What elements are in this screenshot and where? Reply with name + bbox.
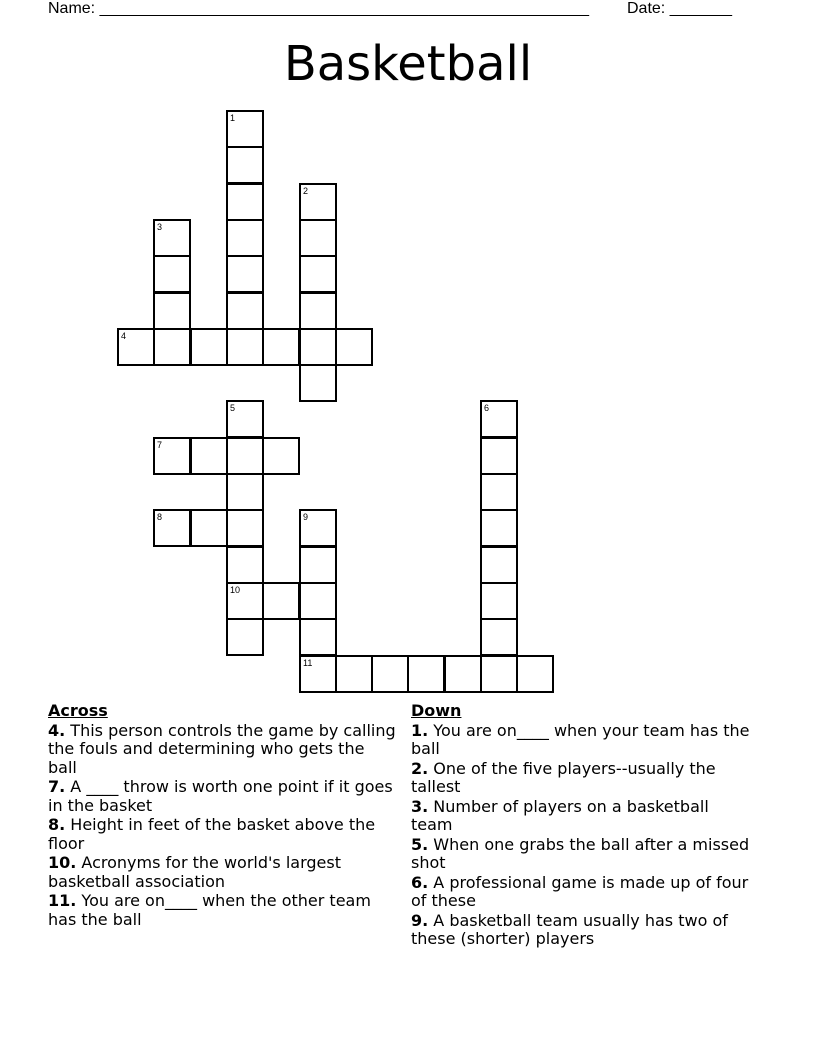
clue-number: 3 [157, 222, 163, 232]
crossword-cell[interactable] [480, 509, 518, 547]
crossword-cell[interactable] [299, 618, 337, 656]
clue-text: Height in feet of the basket above the floor [48, 815, 376, 853]
crossword-cell[interactable] [480, 655, 518, 693]
crossword-cell[interactable] [226, 509, 264, 547]
crossword-cell[interactable] [299, 328, 337, 366]
clue-text: You are on____ when the other team has the ball [48, 891, 371, 929]
clue-number: 9. [411, 910, 429, 930]
clue-number: 2 [303, 186, 309, 196]
crossword-cell[interactable] [480, 437, 518, 475]
clue-number: 1. [411, 720, 429, 740]
crossword-cell[interactable] [153, 328, 191, 366]
crossword-cell[interactable] [153, 255, 191, 293]
crossword-cell[interactable] [226, 546, 264, 584]
clue-number: 6 [484, 403, 490, 413]
across-clue [48, 854, 398, 891]
down-heading: Down [411, 701, 462, 720]
crossword-cell[interactable] [444, 655, 482, 693]
crossword-cell[interactable] [480, 473, 518, 511]
crossword-cell[interactable] [407, 655, 445, 693]
clue-number: 5 [230, 403, 236, 413]
crossword-cell[interactable] [262, 582, 300, 620]
crossword-cell[interactable] [153, 292, 191, 330]
crossword-cell[interactable] [262, 437, 300, 475]
clue-text: This person controls the game by calling the fouls and determining who gets the ball [48, 720, 396, 777]
crossword-cell[interactable] [153, 437, 191, 475]
clue-text: Acronyms for the world's largest basketball association [48, 853, 341, 891]
down-clue [411, 836, 751, 873]
date-field[interactable]: Date: _______ [627, 0, 732, 17]
clue-text: You are on____ when your team has the ball [411, 720, 750, 758]
crossword-cell[interactable] [226, 618, 264, 656]
crossword-cell[interactable] [117, 328, 155, 366]
clue-number: 7. [48, 777, 66, 796]
crossword-cell[interactable] [299, 183, 337, 221]
across-heading: Across [48, 701, 108, 720]
crossword-cell[interactable] [190, 328, 228, 366]
clue-number: 2. [411, 758, 429, 778]
across-clue [48, 892, 398, 929]
crossword-cell[interactable] [335, 328, 373, 366]
clue-number: 8. [48, 815, 66, 834]
clue-number: 4 [121, 331, 127, 341]
crossword-cell[interactable] [190, 509, 228, 547]
crossword-cell[interactable] [226, 328, 264, 366]
clue-number: 3. [411, 796, 429, 816]
clue-text: A basketball team usually has two of these (shorter) players [411, 910, 728, 948]
crossword-cell[interactable] [480, 582, 518, 620]
crossword-cell[interactable] [226, 183, 264, 221]
crossword-cell[interactable] [262, 328, 300, 366]
clue-number: 10 [230, 585, 241, 595]
crossword-cell[interactable] [226, 110, 264, 148]
crossword-cell[interactable] [480, 400, 518, 438]
crossword-cell[interactable] [299, 546, 337, 584]
crossword-cell[interactable] [299, 509, 337, 547]
crossword-cell[interactable] [299, 655, 337, 693]
crossword-cell[interactable] [516, 655, 554, 693]
crossword-cell[interactable] [226, 400, 264, 438]
across-clue [48, 778, 398, 815]
crossword-cell[interactable] [226, 582, 264, 620]
crossword-cell[interactable] [153, 219, 191, 257]
clue-number: 1 [230, 113, 236, 123]
clue-number: 7 [157, 440, 163, 450]
crossword-cell[interactable] [226, 437, 264, 475]
crossword-cell[interactable] [190, 437, 228, 475]
down-clue [411, 722, 751, 759]
crossword-cell[interactable] [226, 255, 264, 293]
crossword-cell[interactable] [480, 546, 518, 584]
clue-text: When one grabs the ball after a missed shot [411, 834, 750, 872]
down-clues [411, 702, 751, 950]
crossword-cell[interactable] [299, 582, 337, 620]
down-clue [411, 798, 751, 835]
clue-number: 6. [411, 872, 429, 892]
name-field[interactable]: Name: _______________________________________________________ [48, 0, 589, 17]
across-clues [48, 702, 398, 930]
crossword-cell[interactable] [371, 655, 409, 693]
crossword-cell[interactable] [226, 292, 264, 330]
crossword-cell[interactable] [299, 219, 337, 257]
clue-text: A ____ throw is worth one point if it goes in the basket [48, 777, 393, 815]
clue-text: One of the five players--usually the tallest [411, 758, 716, 796]
clue-text: Number of players on a basketball team [411, 796, 709, 834]
crossword-cell[interactable] [299, 255, 337, 293]
clue-number: 11. [48, 891, 77, 910]
down-clue [411, 874, 751, 911]
across-clue [48, 816, 398, 853]
down-clue [411, 912, 751, 949]
crossword-cell[interactable] [226, 146, 264, 184]
crossword-cell[interactable] [480, 618, 518, 656]
crossword-cell[interactable] [299, 292, 337, 330]
crossword-cell[interactable] [299, 364, 337, 402]
down-clue [411, 760, 751, 797]
clue-number: 4. [48, 720, 66, 740]
crossword-cell[interactable] [153, 509, 191, 547]
across-clue [48, 722, 398, 778]
clue-text: A professional game is made up of four of these [411, 872, 749, 910]
clue-number: 8 [157, 512, 163, 522]
page-title: Basketball [283, 36, 533, 92]
crossword-cell[interactable] [335, 655, 373, 693]
clue-number: 5. [411, 834, 429, 854]
clue-number: 9 [303, 512, 309, 522]
crossword-cell[interactable] [226, 473, 264, 511]
clue-number: 10. [48, 853, 77, 872]
clue-number: 11 [303, 658, 313, 668]
crossword-cell[interactable] [226, 219, 264, 257]
